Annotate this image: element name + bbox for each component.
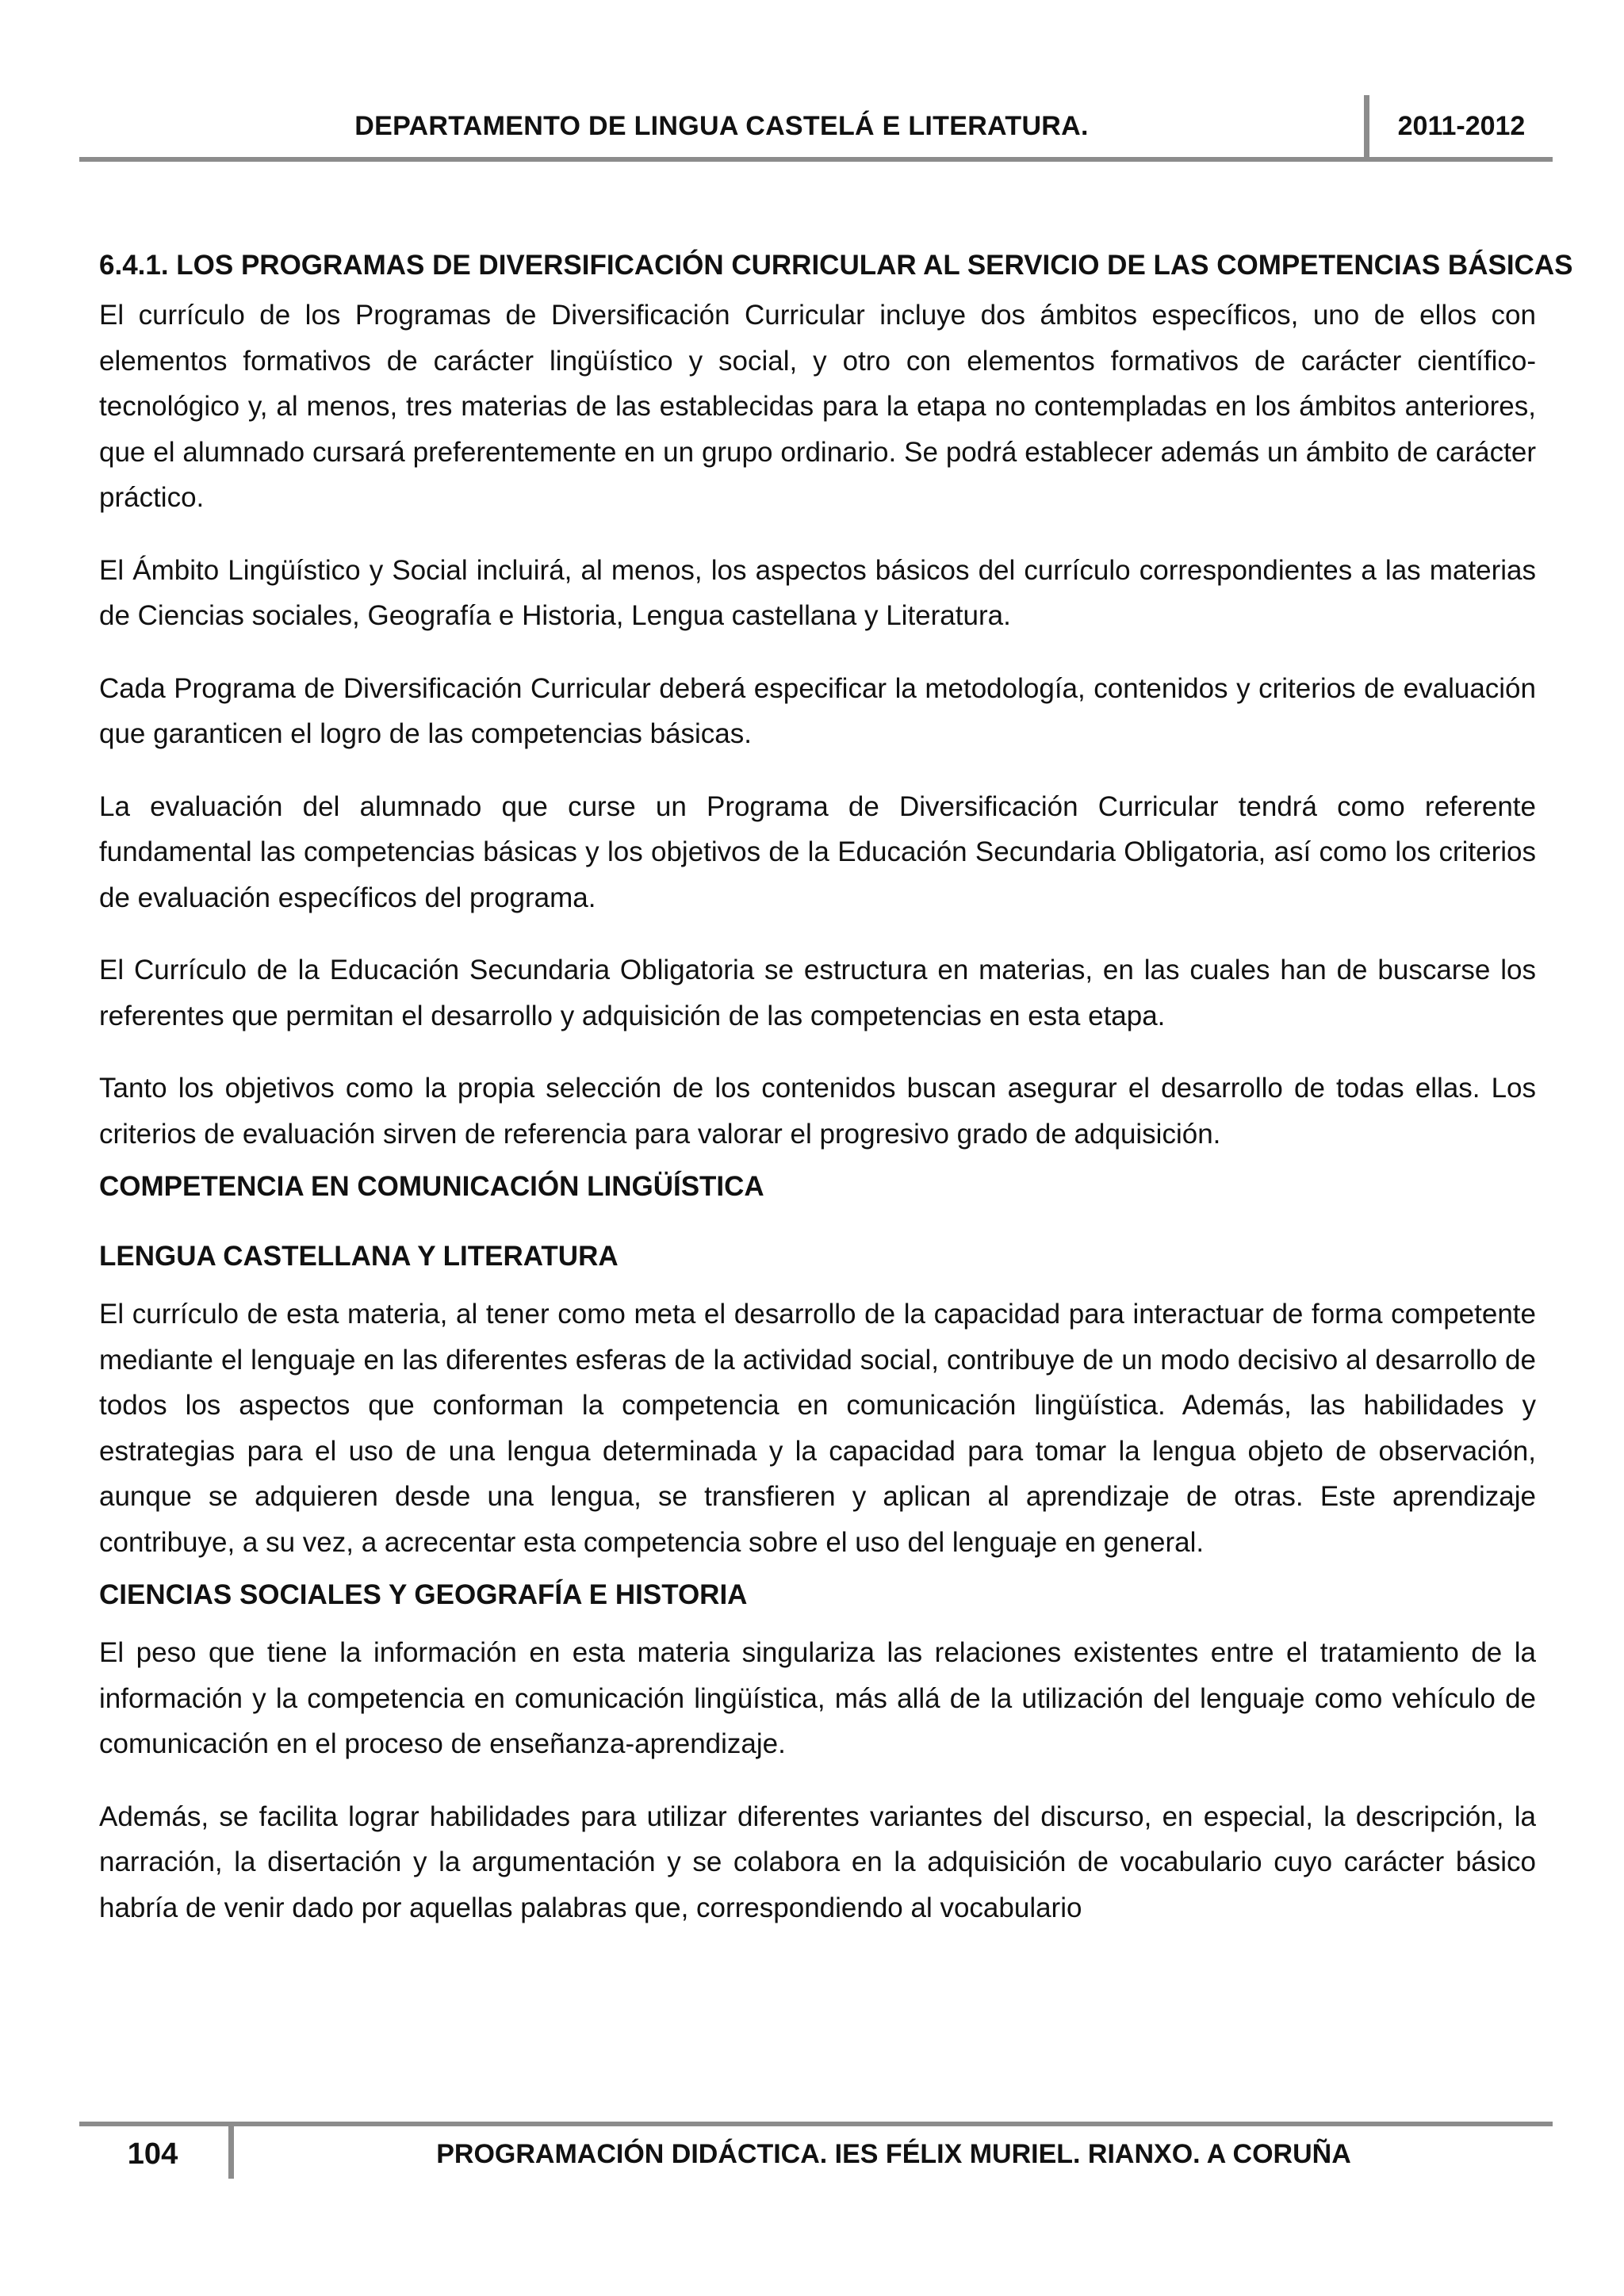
header-year: 2011-2012	[1397, 111, 1526, 141]
paragraph-evaluacion: La evaluación del alumnado que curse un Programa de Diversificación Curricular tendrá como referente fundamental las competencias básicas y los objetivos de la Educación Secundaria Obligatoria, así como los criterios de evaluación específicos del programa.	[99, 790, 1536, 913]
page-footer	[79, 2122, 1553, 2201]
paragraph-ambito: El Ámbito Lingüístico y Social incluirá, al menos, los aspectos básicos del currículo correspondientes a las materias de Ciencias sociales, Geografía e Historia, Lengua castellana y Literatura.	[99, 554, 1536, 631]
paragraph-peso-informacion: El peso que tiene la información en esta materia singulariza las relaciones existentes entre el tratamiento de la información y la competencia en comunicación lingüística, más allá de la utilización del lenguaje como vehículo de comunicación en el proceso de enseñanza-aprendizaje.	[99, 1637, 1536, 1759]
paragraph-curriculo-eso: El Currículo de la Educación Secundaria Obligatoria se estructura en materias, en las cuales han de buscarse los referentes que permitan el desarrollo y adquisición de las competencias en esta etapa.	[99, 955, 1536, 1031]
page-number: 104	[127, 2137, 178, 2171]
header-rule	[79, 157, 1553, 162]
paragraph-objetivos: Tanto los objetivos como la propia selección de los contenidos buscan asegurar el desarrollo de todas ellas. Los criterios de evaluación sirven de referencia para valorar el progresivo grado de adquisición.	[99, 1073, 1536, 1150]
footer-rule	[79, 2122, 1553, 2126]
paragraph-lengua: El currículo de esta materia, al tener como meta el desarrollo de la capacidad para interactuar de forma competente mediante el lenguaje en las diferentes esferas de la actividad social, contribuye de un modo decisivo al desarrollo de todos los aspectos que conforman la competencia en comunicación lingüística. Además, las habilidades y estrategias para el uso de una lengua determinada y la capacidad para tomar la lengua objeto de observación, aunque se adquieren desde una lengua, se transfieren y aplican al aprendizaje de otras. Este aprendizaje contribuye, a su vez, a acrecentar esta competencia sobre el uso del lenguaje en general.	[99, 1299, 1536, 1558]
header-separator	[1364, 95, 1369, 159]
paragraph-ademas: Además, se facilita lograr habilidades para utilizar diferentes variantes del discurso, en especial, la descripción, la narración, la disertación y la argumentación y se colabora en la adquisición de vocabulario cuyo carácter básico habría de venir dado por aquellas palabras que, correspondiendo al vocabulario	[99, 1800, 1536, 1923]
footer-text: PROGRAMACIÓN DIDÁCTICA. IES FÉLIX MURIEL. RIANXO. A CORUÑA	[436, 2139, 1351, 2169]
footer-separator	[228, 2122, 234, 2179]
paragraph-programas: El currículo de los Programas de Diversificación Curricular incluye dos ámbitos específicos, uno de ellos con elementos formativos de carácter lingüístico y social, y otro con elementos formativos de carácter científico-tecnológico y, al menos, tres materias de las establecidas para la etapa no contempladas en los ámbitos anteriores, que el alumnado cursará preferentemente en un grupo ordinario. Se podrá establecer además un ámbito de carácter práctico.	[99, 300, 1536, 513]
paragraph-cada-programa: Cada Programa de Diversificación Curricular deberá especificar la metodología, contenidos y criterios de evaluación que garanticen el logro de las competencias básicas.	[99, 672, 1536, 749]
page-header	[79, 95, 1553, 162]
heading-competencia: COMPETENCIA EN COMUNICACIÓN LINGÜÍSTICA	[99, 1171, 764, 1202]
document-body	[99, 247, 1573, 1957]
heading-lengua: LENGUA CASTELLANA Y LITERATURA	[99, 1241, 619, 1272]
heading-ciencias: CIENCIAS SOCIALES Y GEOGRAFÍA E HISTORIA	[99, 1579, 748, 1610]
section-title: 6.4.1. LOS PROGRAMAS DE DIVERSIFICACIÓN CURRICULAR AL SERVICIO DE LAS COMPETENCIAS BÁSICAS	[99, 250, 1573, 281]
header-title: DEPARTAMENTO DE LINGUA CASTELÁ E LITERATURA.	[354, 111, 1089, 141]
